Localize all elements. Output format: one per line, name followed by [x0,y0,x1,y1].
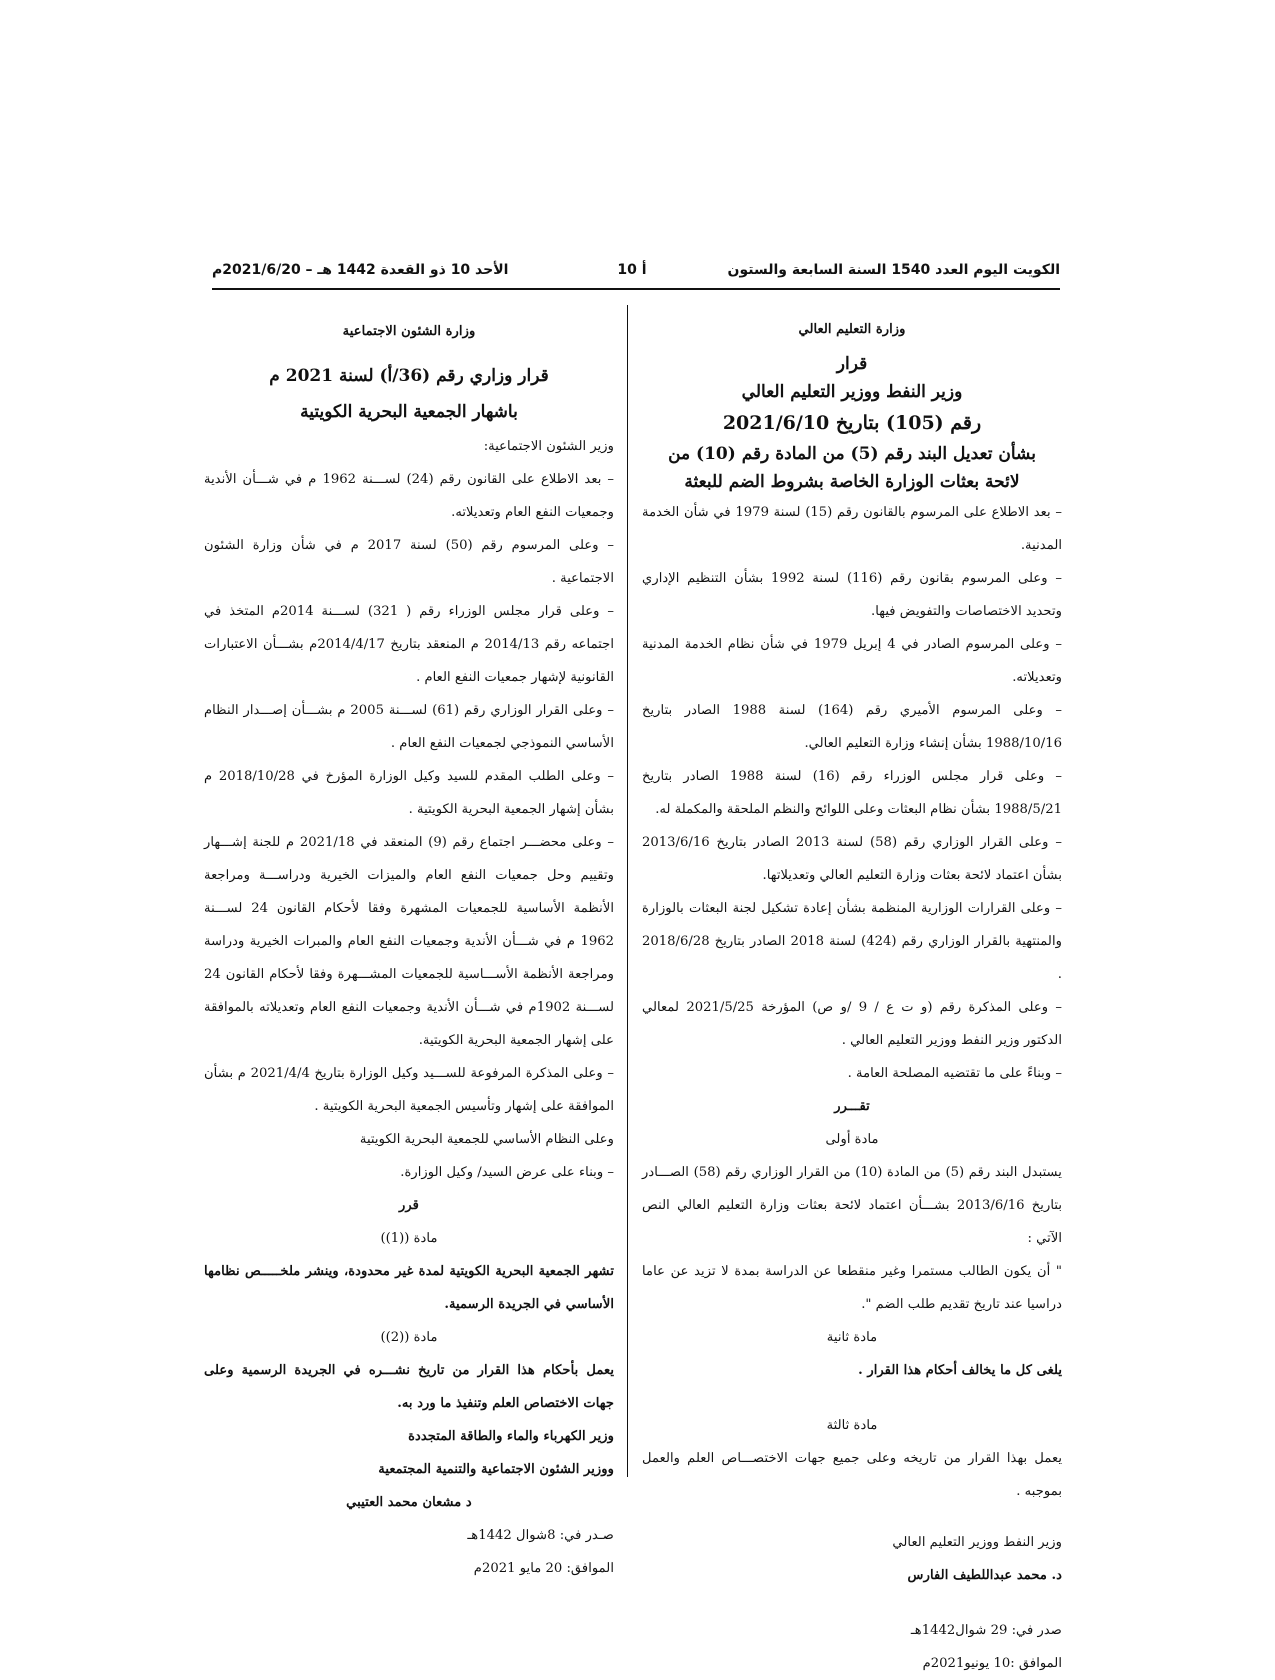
recital: – وعلى المرسوم الصادر في 4 إبريل 1979 في شأن نظام الخدمة المدنية وتعديلاته. [642,637,1062,685]
decision-issuer: وزير النفط ووزير التعليم العالي [741,382,963,402]
social-affairs-decision [204,310,614,1585]
header-publication: الكويت اليوم العدد 1540 السنة السابعة والستون [727,262,1060,278]
recital: – وبناء على عرض السيد/ وكيل الوزارة. [400,1165,614,1180]
decision-label: قرار [836,354,868,374]
article-3-text: يعمل بهذا القرار من تاريخه وعلى جميع جهات الاختصـــاص العلم والعمل بموجبه . [642,1451,1062,1499]
recital: – وعلى محضـــر اجتماع رقم (9) المنعقد في 2021/18 م للجنة إشـــهار وتقييم وحل جمعيات النفع العام والميزات الخيرية ودراســـة ومراجعة الأنظمة الأساسية للجمعيات المشهرة وفقا لأحكام القانون 24 لســـنة 1962 م في شـــأن الأندية وجمعيات النفع العام والمبرات الخيرية ودراسة ومراجعة الأنظمة الأســـاسية للجمعيات المشـــهرة وفقا لأحكام القانون 24 لســـنة 1902م في شـــأن الأندية وجمعيات النفع العام وتعديلاته بالموافقة على إشهار الجمعية البحرية الكويتية. [204,835,614,1048]
signer-line-1: وزير الكهرباء والماء والطاقة المتجددة [408,1429,614,1444]
issued-date: صـدر في: 8شوال 1442هـ [467,1528,614,1543]
article-2-text: يعمل بأحكام هذا القرار من تاريخ نشـــره في الجريدة الرسمية وعلى جهات الاختصاص العلم وتنفيذ ما ورد به. [204,1363,614,1411]
recital: – بعد الاطلاع على المرسوم بالقانون رقم (15) لسنة 1979 في شأن الخدمة المدنية. [642,505,1062,553]
recital: – وعلى المرسوم رقم (50) لسنة 2017 م في شأن وزارة الشئون الاجتماعية . [204,538,614,586]
recital: – وبناءً على ما تقتضيه المصلحة العامة . [847,1066,1062,1081]
signer-name: د. محمد عبداللطيف الفارس [907,1568,1062,1583]
signer-line-2: ووزير الشئون الاجتماعية والتنمية المجتمعية [378,1462,614,1477]
recital: – وعلى قرار مجلس الوزراء رقم ( 321) لســـنة 2014م المتخذ في اجتماعه رقم 2014/13 م المنعقد بتاريخ 2014/4/17م بشـــأن الاعتبارات القانونية لإشهار جمعيات النفع العام . [204,604,614,685]
recital: – وعلى الطلب المقدم للسيد وكيل الوزارة المؤرخ في 2018/10/28 م بشأن إشهار الجمعية البحرية الكويتية . [204,769,615,817]
decides-heading: قرر [399,1198,419,1213]
article-1-text: تشهر الجمعية البحرية الكويتية لمدة غير محدودة، وينشر ملخـــــص نظامها الأساسي في الجريدة الرسمية. [204,1264,614,1312]
corresponding-date: الموافق: 20 مايو 2021م [473,1561,614,1576]
recital: وعلى النظام الأساسي للجمعية البحرية الكويتية [359,1132,614,1147]
recital: – وعلى المرسوم بقانون رقم (116) لسنة 1992 بشأن التنظيم الإداري وتحديد الاختصاصات والتفويض فيها. [642,571,1062,619]
article-2-title: مادة ثانية [826,1330,878,1345]
recital: – وعلى المذكرة المرفوعة للســـيد وكيل الوزارة بتاريخ 2021/4/4 م بشأن الموافقة على إشهار وتأسيس الجمعية البحرية الكويتية . [204,1066,614,1114]
signer-name: د مشعان محمد العتيبي [346,1495,472,1510]
running-header [212,262,1060,288]
recital: – وعلى القرار الوزاري رقم (58) لسنة 2013 الصادر بتاريخ 2013/6/16 بشأن اعتماد لائحة بعثات وزارة التعليم العالي وتعديلاتها. [642,835,1062,883]
decision-subject-line-1: بشأن تعديل البند رقم (5) من المادة رقم (10) من [668,444,1036,464]
decision-number: رقم (105) بتاريخ 2021/6/10 [722,412,982,434]
recital: – بعد الاطلاع على القانون رقم (24) لســـنة 1962 م في شـــأن الأندية وجمعيات النفع العام وتعديلاته. [204,472,614,520]
ministry-title: وزارة التعليم العالي [798,322,906,337]
corresponding-date: الموافق :10 يونيو2021م [922,1656,1062,1671]
higher-education-decision [642,310,1062,1680]
header-date: الأحد 10 ذو القعدة 1442 هـ – 2021/6/20م [212,262,509,278]
decision-subject: باشهار الجمعية البحرية الكويتية [300,402,518,422]
decides-heading: تقـــرر [834,1099,870,1114]
recital: – وعلى المذكرة رقم (و ت ع / 9 /و ص) المؤرخة 2021/5/25 لمعالي الدكتور وزير النفط ووزير التعليم العالي . [642,1000,1062,1048]
decision-intro: وزير الشئون الاجتماعية: [483,439,614,454]
article-1-text: يستبدل البند رقم (5) من المادة (10) من القرار الوزاري رقم (58) الصـــادر بتاريخ 2013/6/16 بشـــأن اعتماد لائحة بعثات وزارة التعليم العالي النص الآتي : [642,1165,1062,1246]
issued-date: صدر في: 29 شوال1442هـ [910,1623,1062,1638]
header-page-number: أ 10 [617,262,647,278]
article-2-text: يلغى كل ما يخالف أحكام هذا القرار . [858,1363,1062,1378]
article-3-title: مادة ثالثة [826,1418,878,1433]
decision-subject-line-2: لائحة بعثات الوزارة الخاصة بشروط الضم للبعثة [684,472,1020,492]
decision-number: قرار وزاري رقم (36/أ) لسنة 2021 م [269,366,549,386]
signer-title: وزير النفط ووزير التعليم العالي [892,1535,1062,1550]
recital: – وعلى القرار الوزاري رقم (61) لســـنة 2005 م بشـــأن إصـــدار النظام الأساسي النموذجي لجمعيات النفع العام . [204,703,615,751]
recital: – وعلى قرار مجلس الوزراء رقم (16) لسنة 1988 الصادر بتاريخ 1988/5/21 بشأن نظام البعثات وعلى اللوائح والنظم الملحقة والمكملة له. [642,769,1062,817]
article-1-title: مادة أولى [825,1132,879,1147]
header-rule [212,288,1060,290]
article-1-quote: " أن يكون الطالب مستمرا وغير منقطعا عن الدراسة بمدة لا تزيد عن عاما دراسيا عند تاريخ تقديم طلب الضم ". [642,1264,1062,1312]
article-1-title: مادة ((1)) [380,1231,438,1246]
recital: – وعلى القرارات الوزارية المنظمة بشأن إعادة تشكيل لجنة البعثات بالوزارة والمنتهية بالقرار الوزاري رقم (424) لسنة 2018 الصادر بتاريخ 2018/6/28 . [642,901,1062,982]
article-2-title: مادة ((2)) [380,1330,438,1345]
column-divider [627,305,628,1477]
ministry-title: وزارة الشئون الاجتماعية [342,324,476,339]
recital: – وعلى المرسوم الأميري رقم (164) لسنة 1988 الصادر بتاريخ 1988/10/16 بشأن إنشاء وزارة التعليم العالي. [642,703,1062,751]
